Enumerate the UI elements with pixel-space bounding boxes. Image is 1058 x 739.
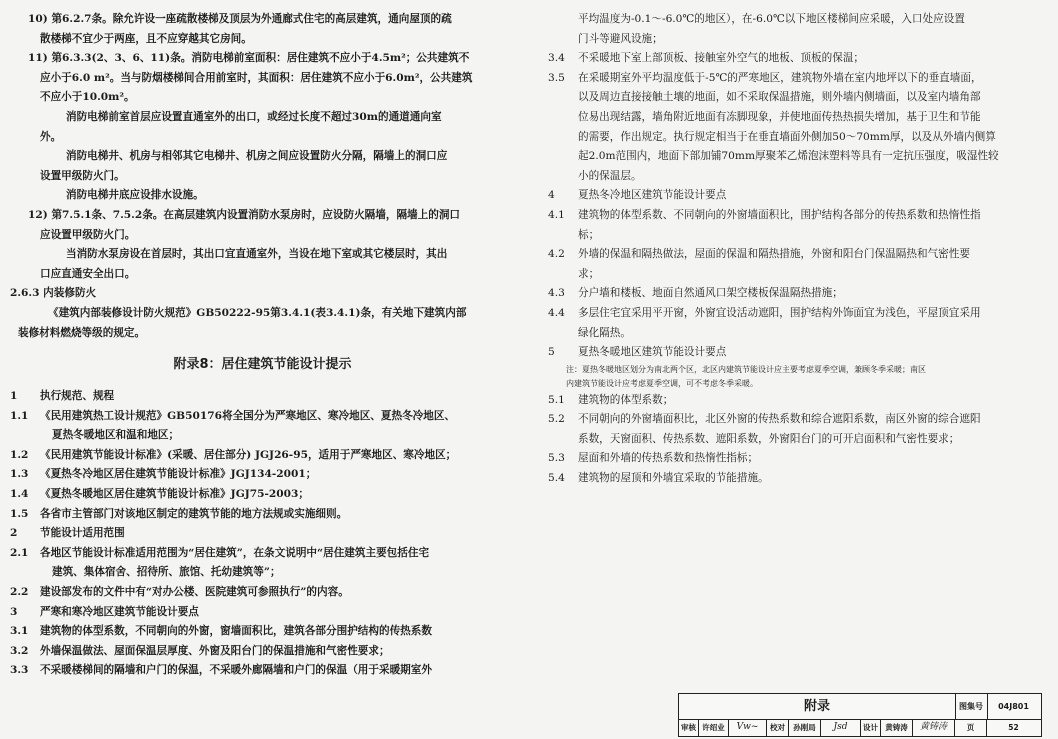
list-item [548, 147, 1040, 167]
text-line: 当消防水泵房设在首层时，其出口宜直通室外，当设在地下室或其它楼层时，其出 [66, 248, 448, 261]
list-item-text: 标； [578, 228, 600, 241]
text-line: 12) 第7.5.1条、7.5.2条。在高层建筑内设置消防水泵房时，应设防火隔墙，隔墙上的洞口 [28, 208, 461, 221]
text-line: 《建筑内部装修设计防火规范》GB50222-95第3.4.1(表3.4.1)条，有关地下建筑内部 [48, 306, 467, 319]
list-item-text: 多层住宅宜采用平开窗，外窗宜设活动遮阳，围护结构外饰面宜为浅色，平屋顶宜采用 [578, 306, 981, 319]
list-item-text: 执行规范、规程 [40, 390, 115, 403]
review-label: 审核 [679, 719, 699, 736]
designer-name: 黄铸涛 [881, 719, 913, 736]
note-line [548, 377, 1040, 391]
text-line: 装修材料燃烧等级的规定。 [18, 326, 146, 339]
list-item [548, 49, 1040, 69]
list-item-number: 1.1 [10, 409, 29, 422]
right-column [548, 10, 1040, 489]
list-item [548, 167, 1040, 187]
design-label: 设计 [861, 719, 881, 736]
list-item-text: 起2.0m范围内，地面下部加铺70mm厚聚苯乙烯泡沫塑料等具有一定抗压强度，吸湿性较 [578, 150, 999, 163]
note-line [548, 363, 1040, 377]
list-item-text: 建设部发布的文件中有“对办公楼、医院建筑可参照执行”的内容。 [40, 586, 349, 599]
reviewer-name: 许绍业 [699, 719, 729, 736]
list-item [10, 505, 505, 525]
list-item [548, 108, 1040, 128]
list-item-text: 建筑、集体宿舍、招待所、旅馆、托幼建筑等”； [52, 566, 281, 579]
list-item-number: 2.1 [10, 546, 29, 559]
list-item-number: 3.4 [548, 52, 565, 65]
list-item [548, 186, 1040, 206]
list-item [10, 642, 505, 662]
list-item-text: 外墙的保温和隔热做法，屋面的保温和隔热措施，外窗和阳台门保温隔热和气密性要 [578, 248, 970, 261]
atlas-number-label: 图集号 [955, 694, 988, 719]
list-item [10, 603, 505, 623]
list-item-text: 位易出现结露，墙角附近地面有冻脚现象，并使地面传热热损失增加，基于卫生和节能 [578, 110, 981, 123]
list-item-number: 4.4 [548, 306, 565, 319]
list-item-text: 以及周边直接接触土壤的地面，如不采取保温措施，则外墙内侧墙面，以及室内墙角部 [578, 91, 981, 104]
list-item [548, 449, 1040, 469]
page-label: 页 [955, 719, 987, 736]
list-item-number: 5.3 [548, 452, 565, 465]
list-item-text: 屋面和外墙的传热系数和热惰性指标； [578, 452, 759, 465]
left-column [10, 10, 505, 681]
list-item-text: 不同朝向的外窗墙面积比，北区外窗的传热系数和综合遮阳系数，南区外窗的综合遮阳 [578, 413, 981, 426]
list-item-number: 4.1 [548, 208, 565, 221]
text-line: 11) 第6.3.3(2、3、6、11)条。消防电梯前室面积：居住建筑不应小于4.5m²；公共建筑不 [28, 52, 470, 65]
list-item-number: 4 [548, 189, 555, 202]
list-item-text: 《民用建筑热工设计规范》GB50176将全国分为严寒地区、寒冷地区、夏热冬冷地区、 [40, 409, 456, 422]
text-line: 消防电梯井、机房与相邻其它电梯井、机房之间应设置防火分隔，隔墙上的洞口应 [66, 150, 448, 163]
list-item-number: 4.3 [548, 287, 565, 300]
list-item-text: 在采暖期室外平均温度低于-5℃的严寒地区，建筑物外墙在室内地坪以下的垂直墙面， [578, 71, 982, 84]
list-item [548, 343, 1040, 363]
list-item-number: 1.5 [10, 507, 29, 520]
title-block [678, 693, 1042, 737]
list-item [548, 391, 1040, 411]
designer-signature: 黄铸涛 [913, 719, 955, 736]
list-item [548, 469, 1040, 489]
text-line: 应小于6.0 m²。当与防烟楼梯间合用前室时，其面积：居住建筑不应小于6.0m²，公共建筑 [40, 71, 473, 84]
list-item [548, 226, 1040, 246]
list-item [548, 10, 1040, 30]
text-line: 设置甲级防火门。 [40, 169, 125, 182]
list-item-text: 夏热冬暖地区和温和地区； [52, 429, 180, 442]
text-line: 散楼梯不宜少于两座，且不应穿越其它房间。 [40, 32, 252, 45]
list-item [548, 265, 1040, 285]
list-item-text: 严寒和寒冷地区建筑节能设计要点 [40, 605, 199, 618]
list-item-number: 3.5 [548, 71, 565, 84]
list-item [548, 128, 1040, 148]
list-item-number: 3 [10, 605, 18, 618]
list-item [10, 485, 505, 505]
list-item-text: 系数，天窗面积、传热系数、遮阳系数，外窗阳台门的可开启面积和气密性要求； [578, 432, 960, 445]
list-item-text: 的需要，作出规定。执行规定相当于在垂直墙面外侧加50～70mm厚，以及从外墙内侧算 [578, 130, 996, 143]
list-item-number: 5.2 [548, 413, 565, 426]
section-title: 附录8：居住建筑节能设计提示 [173, 357, 352, 373]
list-item-text: 分户墙和楼板、地面自然通风口架空楼板保温隔热措施； [578, 287, 843, 300]
list-item [10, 387, 505, 407]
list-item [10, 524, 505, 544]
text-line: 应设置甲级防火门。 [40, 228, 136, 241]
list-item-number: 2 [10, 527, 18, 540]
list-item [548, 304, 1040, 324]
text-line: 10) 第6.2.7条。除允许设一座疏散楼梯及顶层为外通廊式住宅的高层建筑，通向屋顶的疏 [28, 13, 452, 25]
list-item-text: 内建筑节能设计应考虑夏季空调，可不考虑冬季采暖。 [566, 378, 758, 388]
list-item-text: 门斗等避风设施； [578, 32, 663, 45]
text-line: 消防电梯前室首层应设置直通室外的出口，或经过长度不超过30m的通道通向室 [66, 110, 442, 123]
list-item-number: 2.2 [10, 586, 29, 599]
list-item-number: 5 [548, 346, 555, 359]
list-item-number: 4.2 [548, 248, 565, 261]
list-item [548, 245, 1040, 265]
list-item [10, 465, 505, 485]
list-item [10, 622, 505, 642]
list-item-text: 各省市主管部门对该地区制定的建筑节能的地方法规或实施细则。 [40, 507, 348, 520]
list-item [548, 206, 1040, 226]
list-item [548, 69, 1040, 89]
list-item-text: 节能设计适用范围 [40, 527, 125, 540]
page-number: 52 [1008, 723, 1019, 732]
list-item-text: 建筑物的屋顶和外墙宜采取的节能措施。 [578, 472, 769, 485]
text-line: 消防电梯井底应设排水设施。 [66, 189, 204, 202]
list-item [548, 410, 1040, 430]
list-item-text: 《民用建筑节能设计标准》(采暖、居住部分) JGJ26-95，适用于严寒地区、寒冷地区； [40, 448, 457, 461]
text-line: 不应小于10.0m²。 [40, 91, 135, 104]
list-item-text: 注：夏热冬暖地区划分为南北两个区，北区内建筑节能设计应主要考虑夏季空调，兼顾冬季采暖；南区 [566, 364, 926, 374]
list-item [548, 324, 1040, 344]
atlas-number-value: 04J801 [998, 702, 1029, 711]
list-item [10, 563, 505, 583]
list-item-number: 5.1 [548, 393, 565, 406]
list-item [10, 661, 505, 681]
list-item [10, 407, 505, 427]
list-item-text: 建筑物的体型系数、不同朝向的外窗墙面积比，围护结构各部分的传热系数和热惰性指 [578, 208, 981, 221]
text-line: 2.6.3 内装修防火 [10, 287, 97, 300]
list-item [548, 88, 1040, 108]
list-item-number: 1.2 [10, 448, 29, 461]
list-item-text: 各地区节能设计标准适用范围为“居住建筑”，在条文说明中“居住建筑主要包括住宅 [40, 546, 430, 559]
title-block-title: 附录 [679, 694, 956, 719]
checker-name: 孙刚局 [789, 719, 821, 736]
list-item [10, 446, 505, 466]
list-item [10, 544, 505, 564]
list-item-text: 《夏热冬冷地区居住建筑节能设计标准》JGJ134-2001； [40, 468, 317, 481]
list-item-number: 3.3 [10, 664, 29, 677]
list-item-text: 夏热冬冷地区建筑节能设计要点 [578, 189, 727, 202]
list-item-text: 外墙保温做法、屋面保温层厚度、外窗及阳台门的保温措施和气密性要求； [40, 644, 390, 657]
list-item-text: 建筑物的体型系数，不同朝向的外窗，窗墙面积比，建筑各部分围护结构的传热系数 [40, 625, 432, 638]
list-item-text: 建筑物的体型系数； [578, 393, 674, 406]
list-item [548, 430, 1040, 450]
list-item-text: 小的保温层。 [578, 169, 642, 182]
list-item [10, 583, 505, 603]
list-item [548, 284, 1040, 304]
list-item-text: 夏热冬暖地区建筑节能设计要点 [578, 346, 727, 359]
list-item-text: 求； [578, 267, 600, 280]
reviewer-signature: Vw~ [729, 719, 767, 736]
list-item-number: 1.4 [10, 488, 29, 501]
list-item-text: 不采暖楼梯间的隔墙和户门的保温，不采暖外廊隔墙和户门的保温（用于采暖期室外 [40, 664, 432, 677]
list-item-number: 1 [10, 390, 18, 403]
list-item-number: 5.4 [548, 472, 565, 485]
list-item-text: 《夏热冬暖地区居住建筑节能设计标准》JGJ75-2003； [40, 488, 309, 501]
list-item-number: 1.3 [10, 468, 29, 481]
list-item [548, 30, 1040, 50]
list-item-number: 3.2 [10, 644, 29, 657]
checker-signature: Jsd [821, 719, 861, 736]
text-line: 外。 [40, 130, 62, 143]
list-item-text: 不采暖地下室上部顶板、接触室外空气的地板、顶板的保温； [578, 52, 865, 65]
check-label: 校对 [767, 719, 789, 736]
list-item-text: 绿化隔热。 [578, 326, 631, 339]
list-item [10, 426, 505, 446]
list-item-number: 3.1 [10, 625, 29, 638]
list-item-text: 平均温度为-0.1～-6.0℃的地区），在-6.0℃以下地区楼梯间应采暖，入口处应设置 [578, 13, 965, 25]
text-line: 口应直通安全出口。 [40, 267, 136, 280]
